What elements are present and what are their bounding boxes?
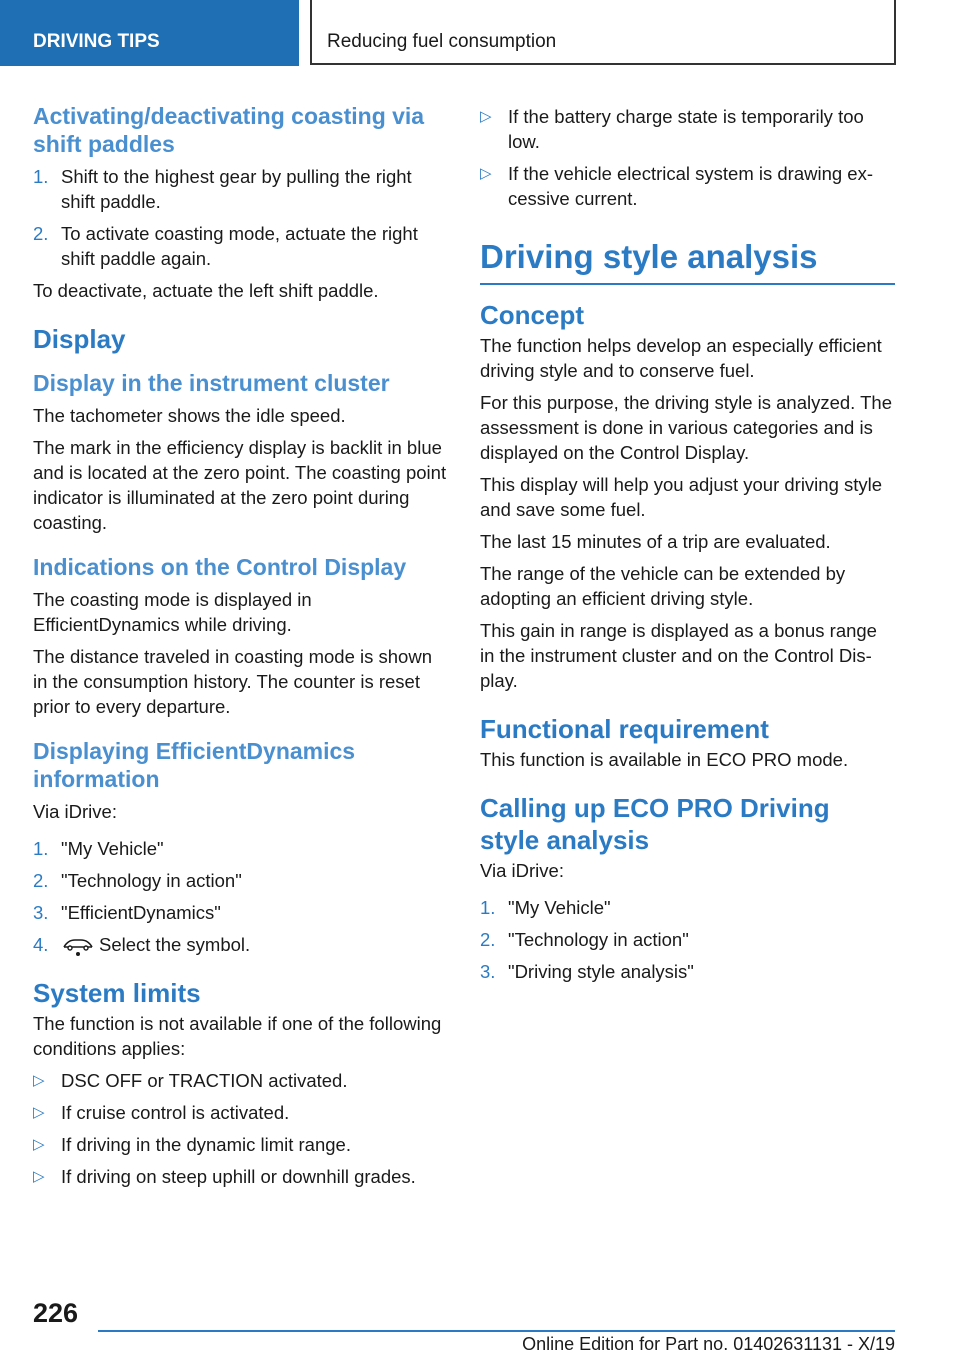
- step-number: 3.: [480, 960, 496, 982]
- limit-text: If the vehicle electrical system is drawing excessive current.: [508, 163, 874, 209]
- chapter-tab: DRIVING TIPS: [0, 0, 299, 66]
- step-text: To activate coasting mode, actuate the right shift paddle again.: [61, 223, 418, 269]
- concept-paragraph: The last 15 minutes of a trip are evaluated.: [480, 530, 831, 552]
- indications-paragraph-1: The coasting mode is displayed in EfficientDynamics while driving.: [33, 589, 312, 635]
- step-text: Shift to the highest gear by pulling the right shift paddle.: [61, 166, 412, 212]
- limit-text: If cruise control is activated.: [61, 1102, 290, 1123]
- bullet-triangle-icon: ▷: [33, 1168, 45, 1185]
- cluster-paragraph-1: The tachometer shows the idle speed.: [33, 405, 346, 426]
- list-item: [33, 836, 447, 861]
- limit-text: DSC OFF or TRACTION activated.: [61, 1070, 348, 1091]
- step-number: 2.: [480, 928, 496, 950]
- step-number: 3.: [33, 902, 49, 923]
- step-text: "Technology in action": [508, 928, 689, 950]
- via-idrive-label: Via iDrive:: [33, 801, 117, 822]
- list-item: [33, 868, 447, 893]
- limit-text: If driving on steep uphill or downhill grades.: [61, 1166, 416, 1187]
- coasting-steps: [33, 164, 447, 271]
- list-item: [480, 104, 895, 154]
- efficientdynamics-steps: [33, 836, 447, 957]
- heading-instrument-cluster: Display in the instrument cluster: [33, 370, 390, 396]
- list-item: [33, 1132, 447, 1157]
- heading-calling-up-analysis: Calling up ECO PRO Driving style analysis: [480, 792, 830, 855]
- section-title: Reducing fuel consumption: [310, 0, 896, 65]
- heading-driving-style-analysis: Driving style analysis: [480, 238, 818, 275]
- step-number: 1.: [480, 896, 496, 918]
- step-number: 1.: [33, 166, 49, 187]
- bullet-triangle-icon: ▷: [480, 165, 492, 182]
- bullet-triangle-icon: ▷: [480, 108, 492, 125]
- indications-paragraph-2: The distance traveled in coasting mode is shown in the consumption history. The counter is reset prior to every departure.: [33, 646, 432, 717]
- cluster-paragraph-2: The mark in the efficiency display is backlit in blue and is located at the zero point. The coasting point indicator is illuminated at the zero point during coasting.: [33, 437, 447, 533]
- car-coasting-icon: [61, 936, 95, 956]
- concept-paragraph: This display will help you adjust your driving style and save some fuel.: [480, 473, 883, 520]
- step-number: 4.: [33, 934, 49, 955]
- bullet-triangle-icon: ▷: [33, 1104, 45, 1121]
- limit-text: If driving in the dynamic limit range.: [61, 1134, 351, 1155]
- list-item: [33, 932, 447, 957]
- bullet-triangle-icon: ▷: [33, 1136, 45, 1153]
- bullet-triangle-icon: ▷: [33, 1072, 45, 1089]
- concept-paragraph: The function helps develop an especially efficient driving style and to conserve fuel.: [480, 334, 882, 381]
- step-text: "Driving style analysis": [508, 960, 694, 982]
- list-item: [33, 221, 447, 271]
- coast-deactivate-text: To deactivate, actuate the left shift paddle.: [33, 280, 379, 301]
- edition-text: Online Edition for Part no. 01402631131 - X/19: [522, 1334, 895, 1354]
- list-item: [33, 1164, 447, 1189]
- step-number: 2.: [33, 870, 49, 891]
- concept-paragraph: This gain in range is displayed as a bonus range in the instrument cluster and on the Control Display.: [480, 619, 877, 691]
- list-item: [480, 959, 895, 984]
- footer-rule: [98, 1330, 895, 1332]
- list-item: [33, 900, 447, 925]
- list-item: [480, 927, 895, 952]
- step-number: 2.: [33, 223, 49, 244]
- functional-requirement-text: This function is available in ECO PRO mode.: [480, 748, 849, 770]
- limits-list: [33, 1068, 447, 1189]
- heading-display: Display: [33, 324, 126, 354]
- right-column: [480, 100, 895, 991]
- via-idrive-label: Via iDrive:: [480, 859, 564, 881]
- list-item: [480, 895, 895, 920]
- heading-rule: [480, 283, 895, 285]
- step-text: "My Vehicle": [61, 838, 164, 859]
- page-number: 226: [33, 1298, 79, 1328]
- step-text: "EfficientDynamics": [61, 902, 221, 923]
- list-item: [33, 1100, 447, 1125]
- heading-coasting-paddles: Activating/deactivating coasting via shift paddles: [33, 103, 425, 157]
- left-column: [33, 100, 447, 1196]
- list-item: [480, 161, 895, 211]
- limit-text: If the battery charge state is temporarily too low.: [508, 106, 864, 152]
- step-text: "Technology in action": [61, 870, 242, 891]
- heading-efficientdynamics-info: Displaying EfficientDynamics information: [33, 738, 356, 792]
- limits-list-continued: [480, 104, 895, 211]
- step-text: Select the symbol.: [99, 934, 251, 955]
- heading-concept: Concept: [480, 299, 584, 330]
- concept-paragraph: The range of the vehicle can be extended by adopting an efficient driving style.: [480, 562, 846, 609]
- heading-system-limits: System limits: [33, 978, 201, 1008]
- list-item: [33, 164, 447, 214]
- limits-intro-text: The function is not available if one of the following conditions applies:: [33, 1013, 442, 1059]
- heading-control-display-indications: Indications on the Control Display: [33, 554, 407, 580]
- step-text: "My Vehicle": [508, 896, 611, 918]
- heading-functional-requirement: Functional requirement: [480, 713, 769, 744]
- concept-paragraph: For this purpose, the driving style is analyzed. The assessment is done in various categories and is displayed on the Control Display.: [480, 391, 893, 463]
- list-item: [33, 1068, 447, 1093]
- calling-steps: [480, 895, 895, 984]
- step-number: 1.: [33, 838, 49, 859]
